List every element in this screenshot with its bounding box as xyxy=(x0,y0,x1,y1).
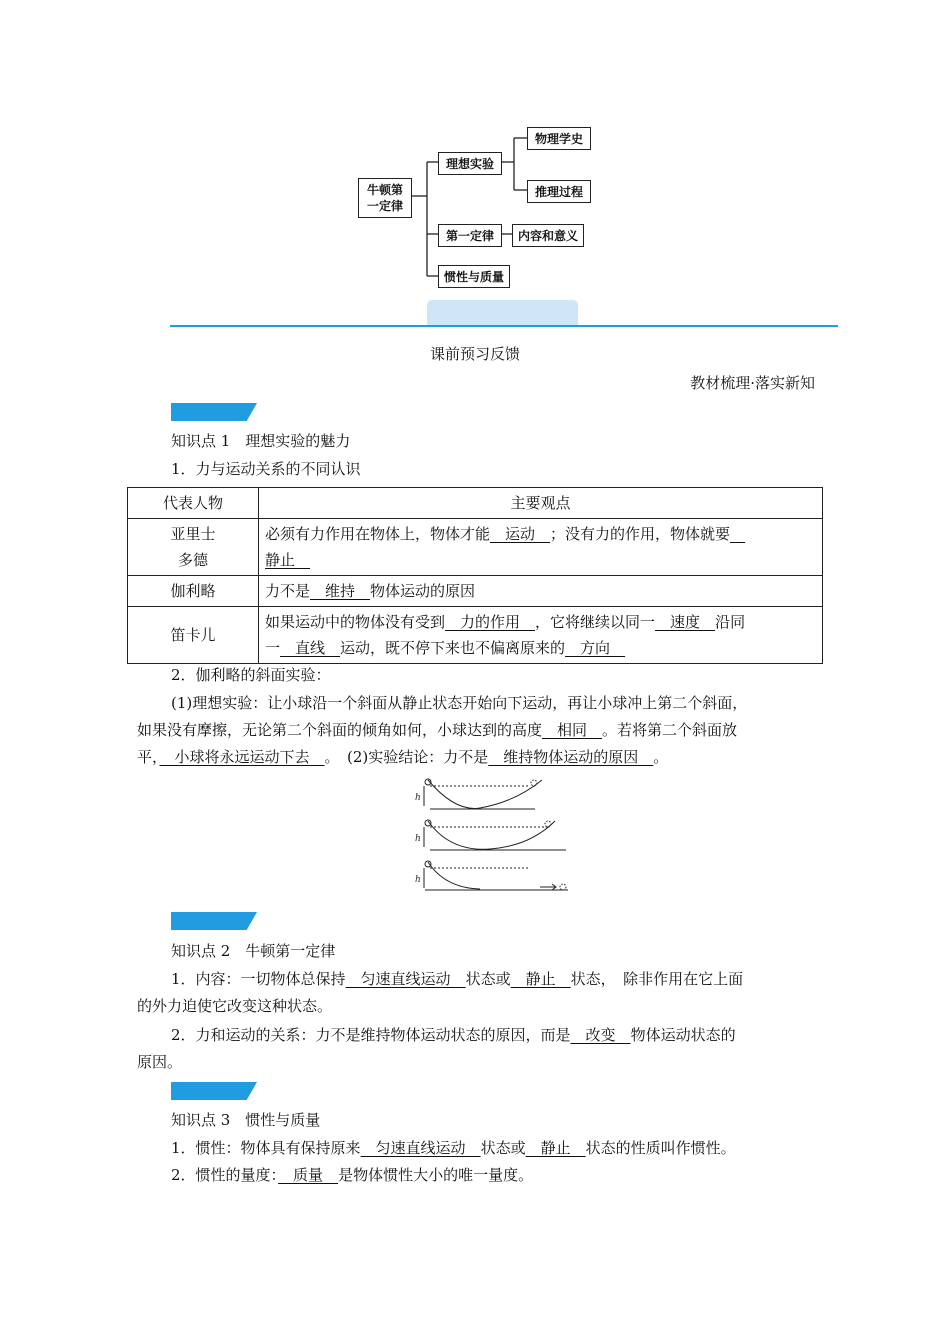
mindmap-root-line2: 一定律 xyxy=(366,199,403,213)
kp2-line2: 的外力迫使它改变这种状态。 xyxy=(137,997,333,1015)
table-cell-person: 笛卡儿 xyxy=(128,607,259,664)
mindmap-node-ideal-experiment: 理想实验 xyxy=(438,152,502,175)
mindmap-connectors xyxy=(0,0,950,300)
kp1-tag xyxy=(171,403,257,421)
answer-blank: 匀速直线运动 xyxy=(360,1139,481,1157)
table-row xyxy=(128,576,823,607)
kp1-para-line3 xyxy=(137,746,668,767)
mindmap-root xyxy=(358,178,412,218)
answer-blank: 小球将永远运动下去 xyxy=(159,748,325,766)
kp2-line1 xyxy=(171,968,743,989)
answer-blank: 改变 xyxy=(570,1026,631,1044)
para-text: 2．惯性的量度： xyxy=(171,1166,279,1184)
mindmap-node-reasoning-process: 推理过程 xyxy=(527,180,591,203)
view-text: 必须有力作用在物体上，物体才能 xyxy=(265,525,491,543)
answer-blank: 速度 xyxy=(655,613,716,631)
answer-blank: 静止 xyxy=(525,1139,586,1157)
para-text: 物体运动状态的 xyxy=(630,1026,736,1044)
view-text: 一 xyxy=(265,639,281,657)
table-cell-person xyxy=(128,519,259,576)
para-text: 状态或 xyxy=(480,1139,526,1157)
kp3-tag xyxy=(171,1082,257,1100)
answer-blank: 相同 xyxy=(542,721,603,739)
kp1-heading: 知识点 1 理想实验的魅力 xyxy=(171,432,351,450)
table-cell-view xyxy=(259,576,823,607)
person-line2: 多德 xyxy=(177,551,208,569)
answer-blank: 方向 xyxy=(565,639,626,657)
answer-blank: 维持物体运动的原因 xyxy=(488,748,654,766)
kp2-line3 xyxy=(171,1024,736,1045)
table-cell-person: 伽利略 xyxy=(128,576,259,607)
kp3-heading: 知识点 3 惯性与质量 xyxy=(171,1111,321,1129)
para-text: 。 (2)实验结论：力不是 xyxy=(324,748,489,766)
para-text: 。若将第二个斜面放 xyxy=(602,721,738,739)
para-text: 1．内容：一切物体总保持 xyxy=(171,970,346,988)
answer-blank: 静止 xyxy=(265,551,311,569)
answer-blank: 静止 xyxy=(510,970,571,988)
h-label: h xyxy=(415,834,421,844)
para-text: 平， xyxy=(137,748,160,766)
mindmap-root-line1: 牛顿第 xyxy=(366,183,403,197)
table-header-row xyxy=(128,488,823,519)
answer-blank: 维持 xyxy=(310,582,371,600)
answer-blank: 质量 xyxy=(278,1166,339,1184)
para-text: 状态或 xyxy=(465,970,511,988)
kp1-para-line1: (1)理想实验：让小球沿一个斜面从静止状态开始向下运动，再让小球冲上第二个斜面， xyxy=(171,694,748,712)
para-text: 。 xyxy=(653,748,669,766)
para-text: 如果没有摩擦，无论第二个斜面的倾角如何，小球达到的高度 xyxy=(137,721,543,739)
view-text: 物体运动的原因 xyxy=(370,582,476,600)
section-subtitle: 教材梳理·落实新知 xyxy=(690,374,815,392)
table-row xyxy=(128,607,823,664)
mindmap-node-physics-history: 物理学史 xyxy=(527,127,591,150)
view-text: 如果运动中的物体没有受到 xyxy=(265,613,446,631)
kp1-para-line2 xyxy=(137,719,737,740)
table-header-cell: 主要观点 xyxy=(259,488,823,519)
section-divider xyxy=(170,325,838,327)
section-tab xyxy=(427,300,578,326)
para-text: 状态的性质叫作惯性。 xyxy=(585,1139,736,1157)
kp2-tag xyxy=(171,912,257,930)
view-text: ；没有力的作用，物体就要 xyxy=(550,525,731,543)
kp2-heading: 知识点 2 牛顿第一定律 xyxy=(171,942,336,960)
kp3-line2 xyxy=(171,1164,533,1185)
views-table xyxy=(127,487,823,664)
view-text: 运动，既不停下来也不偏离原来的 xyxy=(340,639,566,657)
h-label: h xyxy=(415,793,421,803)
view-text: ，它将继续以同一 xyxy=(535,613,656,631)
para-text: 1．惯性：物体具有保持原来 xyxy=(171,1139,361,1157)
mindmap-node-content-meaning: 内容和意义 xyxy=(512,224,584,247)
answer-blank: 力的作用 xyxy=(445,613,536,631)
kp2-line4: 原因。 xyxy=(137,1053,183,1071)
para-text: 是物体惯性大小的唯一量度。 xyxy=(338,1166,534,1184)
incline-experiment-figure xyxy=(410,776,570,896)
h-label: h xyxy=(415,875,421,885)
para-text: 2．力和运动的关系：力不是维持物体运动状态的原因，而是 xyxy=(171,1026,571,1044)
mindmap-node-first-law: 第一定律 xyxy=(438,224,502,247)
kp3-line1 xyxy=(171,1137,736,1158)
table-row xyxy=(128,519,823,576)
view-text: 力不是 xyxy=(265,582,311,600)
kp1-item2: 2．伽利略的斜面实验： xyxy=(171,666,331,684)
kp1-item1: 1．力与运动关系的不同认识 xyxy=(171,460,361,478)
answer-blank: 直线 xyxy=(280,639,341,657)
person-line1: 亚里士 xyxy=(170,525,216,543)
answer-blank: 运动 xyxy=(490,525,551,543)
para-text: 状态， 除非作用在它上面 xyxy=(570,970,744,988)
table-cell-view xyxy=(259,607,823,664)
table-header-cell: 代表人物 xyxy=(128,488,259,519)
view-text: 沿同 xyxy=(715,613,746,631)
answer-blank: 匀速直线运动 xyxy=(345,970,466,988)
table-cell-view xyxy=(259,519,823,576)
mindmap-node-inertia-mass: 惯性与质量 xyxy=(438,265,510,288)
section-title: 课前预习反馈 xyxy=(429,345,520,363)
